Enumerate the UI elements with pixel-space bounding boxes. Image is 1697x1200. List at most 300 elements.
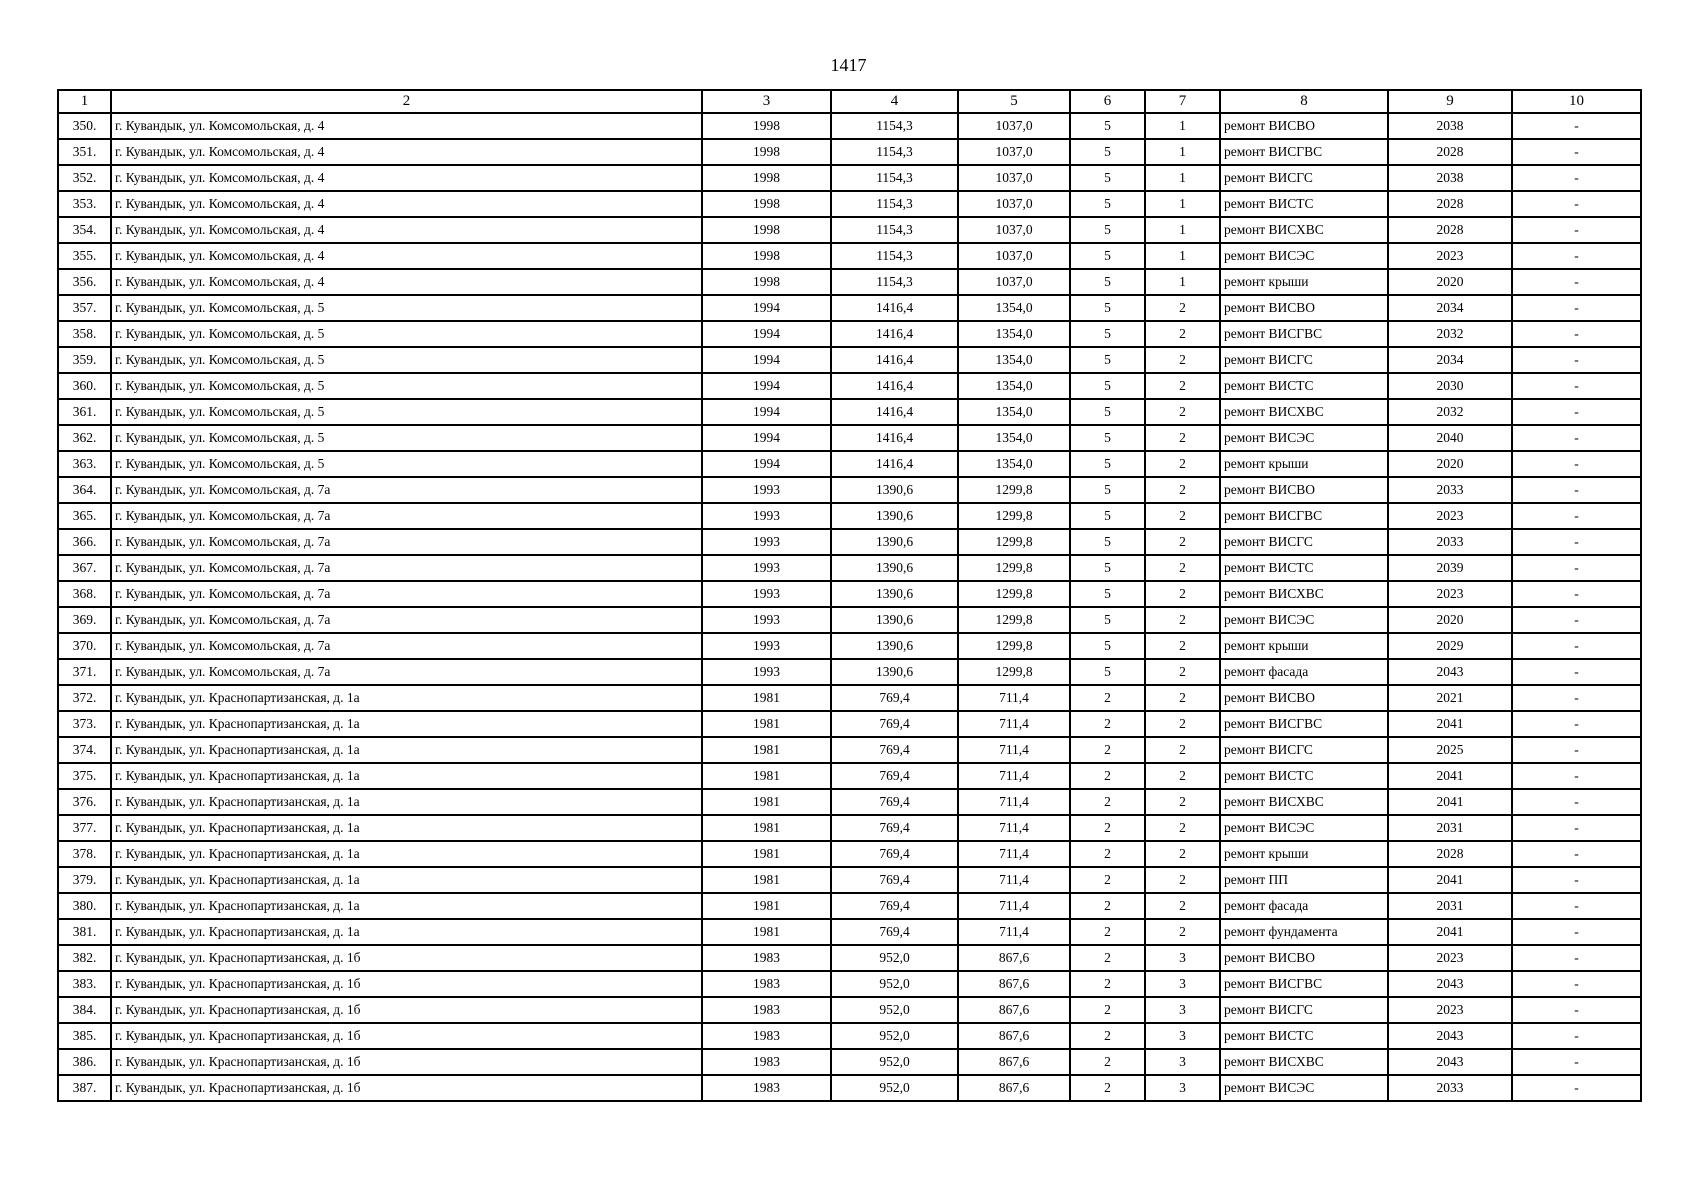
note-cell: - bbox=[1512, 139, 1641, 165]
planned-year-cell: 2041 bbox=[1388, 789, 1512, 815]
planned-year-cell: 2020 bbox=[1388, 269, 1512, 295]
entrances-cell: 2 bbox=[1145, 633, 1220, 659]
note-cell: - bbox=[1512, 711, 1641, 737]
table-row bbox=[58, 971, 1641, 997]
table-row bbox=[58, 893, 1641, 919]
residential-area-cell: 1354,0 bbox=[958, 295, 1070, 321]
row-number-cell: 366. bbox=[58, 529, 111, 555]
note-cell: - bbox=[1512, 893, 1641, 919]
entrances-cell: 2 bbox=[1145, 893, 1220, 919]
year-built-cell: 1983 bbox=[702, 997, 831, 1023]
note-cell: - bbox=[1512, 1049, 1641, 1075]
table-row bbox=[58, 503, 1641, 529]
column-header: 9 bbox=[1388, 90, 1512, 113]
table-row bbox=[58, 581, 1641, 607]
total-area-cell: 769,4 bbox=[831, 919, 958, 945]
floors-cell: 2 bbox=[1070, 893, 1145, 919]
total-area-cell: 952,0 bbox=[831, 945, 958, 971]
row-number-cell: 385. bbox=[58, 1023, 111, 1049]
year-built-cell: 1993 bbox=[702, 607, 831, 633]
repair-type-cell: ремонт ВИСВО bbox=[1220, 113, 1388, 139]
row-number-cell: 354. bbox=[58, 217, 111, 243]
address-cell: г. Кувандык, ул. Краснопартизанская, д. 1а bbox=[111, 893, 702, 919]
total-area-cell: 1390,6 bbox=[831, 659, 958, 685]
residential-area-cell: 1354,0 bbox=[958, 451, 1070, 477]
row-number-cell: 362. bbox=[58, 425, 111, 451]
year-built-cell: 1983 bbox=[702, 945, 831, 971]
entrances-cell: 2 bbox=[1145, 685, 1220, 711]
residential-area-cell: 1037,0 bbox=[958, 269, 1070, 295]
entrances-cell: 1 bbox=[1145, 165, 1220, 191]
year-built-cell: 1993 bbox=[702, 581, 831, 607]
row-number-cell: 361. bbox=[58, 399, 111, 425]
floors-cell: 2 bbox=[1070, 815, 1145, 841]
row-number-cell: 368. bbox=[58, 581, 111, 607]
total-area-cell: 769,4 bbox=[831, 867, 958, 893]
total-area-cell: 1390,6 bbox=[831, 555, 958, 581]
repair-type-cell: ремонт ВИСГС bbox=[1220, 165, 1388, 191]
planned-year-cell: 2039 bbox=[1388, 555, 1512, 581]
entrances-cell: 2 bbox=[1145, 347, 1220, 373]
residential-area-cell: 867,6 bbox=[958, 1023, 1070, 1049]
address-cell: г. Кувандык, ул. Краснопартизанская, д. 1а bbox=[111, 919, 702, 945]
residential-area-cell: 1299,8 bbox=[958, 503, 1070, 529]
row-number-cell: 367. bbox=[58, 555, 111, 581]
address-cell: г. Кувандык, ул. Комсомольская, д. 7а bbox=[111, 607, 702, 633]
row-number-cell: 373. bbox=[58, 711, 111, 737]
note-cell: - bbox=[1512, 789, 1641, 815]
year-built-cell: 1994 bbox=[702, 321, 831, 347]
planned-year-cell: 2031 bbox=[1388, 893, 1512, 919]
repair-type-cell: ремонт ВИСВО bbox=[1220, 945, 1388, 971]
total-area-cell: 1416,4 bbox=[831, 295, 958, 321]
planned-year-cell: 2030 bbox=[1388, 373, 1512, 399]
table-row bbox=[58, 945, 1641, 971]
residential-area-cell: 867,6 bbox=[958, 997, 1070, 1023]
row-number-cell: 371. bbox=[58, 659, 111, 685]
table-row bbox=[58, 919, 1641, 945]
year-built-cell: 1994 bbox=[702, 425, 831, 451]
header-row bbox=[58, 90, 1641, 113]
year-built-cell: 1981 bbox=[702, 893, 831, 919]
entrances-cell: 2 bbox=[1145, 919, 1220, 945]
floors-cell: 2 bbox=[1070, 737, 1145, 763]
year-built-cell: 1981 bbox=[702, 789, 831, 815]
year-built-cell: 1998 bbox=[702, 217, 831, 243]
column-header: 5 bbox=[958, 90, 1070, 113]
address-cell: г. Кувандык, ул. Краснопартизанская, д. 1а bbox=[111, 711, 702, 737]
table-row bbox=[58, 841, 1641, 867]
total-area-cell: 1154,3 bbox=[831, 217, 958, 243]
residential-area-cell: 711,4 bbox=[958, 789, 1070, 815]
floors-cell: 2 bbox=[1070, 997, 1145, 1023]
repair-type-cell: ремонт фасада bbox=[1220, 659, 1388, 685]
address-cell: г. Кувандык, ул. Краснопартизанская, д. 1б bbox=[111, 1023, 702, 1049]
planned-year-cell: 2028 bbox=[1388, 841, 1512, 867]
table-row bbox=[58, 659, 1641, 685]
repair-type-cell: ремонт фасада bbox=[1220, 893, 1388, 919]
repair-type-cell: ремонт ВИСХВС bbox=[1220, 789, 1388, 815]
floors-cell: 5 bbox=[1070, 607, 1145, 633]
year-built-cell: 1993 bbox=[702, 503, 831, 529]
note-cell: - bbox=[1512, 841, 1641, 867]
note-cell: - bbox=[1512, 763, 1641, 789]
floors-cell: 5 bbox=[1070, 269, 1145, 295]
note-cell: - bbox=[1512, 1023, 1641, 1049]
residential-area-cell: 1299,8 bbox=[958, 477, 1070, 503]
entrances-cell: 2 bbox=[1145, 841, 1220, 867]
repair-type-cell: ремонт ВИСГС bbox=[1220, 529, 1388, 555]
planned-year-cell: 2043 bbox=[1388, 971, 1512, 997]
year-built-cell: 1983 bbox=[702, 1023, 831, 1049]
column-header: 10 bbox=[1512, 90, 1641, 113]
repair-type-cell: ремонт ВИСВО bbox=[1220, 477, 1388, 503]
residential-area-cell: 867,6 bbox=[958, 1075, 1070, 1101]
planned-year-cell: 2029 bbox=[1388, 633, 1512, 659]
note-cell: - bbox=[1512, 633, 1641, 659]
residential-area-cell: 711,4 bbox=[958, 841, 1070, 867]
residential-area-cell: 1037,0 bbox=[958, 113, 1070, 139]
floors-cell: 5 bbox=[1070, 243, 1145, 269]
table-row bbox=[58, 321, 1641, 347]
row-number-cell: 357. bbox=[58, 295, 111, 321]
residential-area-cell: 1354,0 bbox=[958, 399, 1070, 425]
entrances-cell: 2 bbox=[1145, 659, 1220, 685]
table-row bbox=[58, 165, 1641, 191]
floors-cell: 5 bbox=[1070, 425, 1145, 451]
floors-cell: 5 bbox=[1070, 217, 1145, 243]
entrances-cell: 1 bbox=[1145, 139, 1220, 165]
residential-area-cell: 1037,0 bbox=[958, 139, 1070, 165]
note-cell: - bbox=[1512, 815, 1641, 841]
note-cell: - bbox=[1512, 295, 1641, 321]
row-number-cell: 377. bbox=[58, 815, 111, 841]
entrances-cell: 2 bbox=[1145, 477, 1220, 503]
year-built-cell: 1993 bbox=[702, 633, 831, 659]
table-row bbox=[58, 555, 1641, 581]
year-built-cell: 1998 bbox=[702, 191, 831, 217]
planned-year-cell: 2033 bbox=[1388, 1075, 1512, 1101]
floors-cell: 2 bbox=[1070, 763, 1145, 789]
repair-type-cell: ремонт ВИСЭС bbox=[1220, 1075, 1388, 1101]
column-header: 3 bbox=[702, 90, 831, 113]
note-cell: - bbox=[1512, 269, 1641, 295]
entrances-cell: 3 bbox=[1145, 997, 1220, 1023]
floors-cell: 5 bbox=[1070, 295, 1145, 321]
table-row bbox=[58, 217, 1641, 243]
floors-cell: 5 bbox=[1070, 581, 1145, 607]
note-cell: - bbox=[1512, 737, 1641, 763]
planned-year-cell: 2034 bbox=[1388, 347, 1512, 373]
address-cell: г. Кувандык, ул. Комсомольская, д. 4 bbox=[111, 243, 702, 269]
floors-cell: 2 bbox=[1070, 841, 1145, 867]
floors-cell: 2 bbox=[1070, 919, 1145, 945]
total-area-cell: 769,4 bbox=[831, 711, 958, 737]
repair-type-cell: ремонт ВИСГВС bbox=[1220, 503, 1388, 529]
residential-area-cell: 1037,0 bbox=[958, 191, 1070, 217]
total-area-cell: 1390,6 bbox=[831, 607, 958, 633]
row-number-cell: 378. bbox=[58, 841, 111, 867]
total-area-cell: 1416,4 bbox=[831, 399, 958, 425]
table-row bbox=[58, 997, 1641, 1023]
note-cell: - bbox=[1512, 503, 1641, 529]
floors-cell: 5 bbox=[1070, 503, 1145, 529]
year-built-cell: 1983 bbox=[702, 971, 831, 997]
repair-type-cell: ремонт ВИСХВС bbox=[1220, 1049, 1388, 1075]
floors-cell: 2 bbox=[1070, 867, 1145, 893]
repair-type-cell: ремонт ВИСХВС bbox=[1220, 581, 1388, 607]
residential-area-cell: 1354,0 bbox=[958, 425, 1070, 451]
row-number-cell: 353. bbox=[58, 191, 111, 217]
address-cell: г. Кувандык, ул. Комсомольская, д. 7а bbox=[111, 581, 702, 607]
address-cell: г. Кувандык, ул. Краснопартизанская, д. 1а bbox=[111, 789, 702, 815]
total-area-cell: 769,4 bbox=[831, 893, 958, 919]
note-cell: - bbox=[1512, 945, 1641, 971]
floors-cell: 5 bbox=[1070, 373, 1145, 399]
floors-cell: 5 bbox=[1070, 165, 1145, 191]
note-cell: - bbox=[1512, 581, 1641, 607]
column-header: 7 bbox=[1145, 90, 1220, 113]
address-cell: г. Кувандык, ул. Комсомольская, д. 7а bbox=[111, 659, 702, 685]
table-row bbox=[58, 1023, 1641, 1049]
repair-type-cell: ремонт крыши bbox=[1220, 269, 1388, 295]
entrances-cell: 2 bbox=[1145, 581, 1220, 607]
planned-year-cell: 2038 bbox=[1388, 113, 1512, 139]
table-row bbox=[58, 633, 1641, 659]
planned-year-cell: 2028 bbox=[1388, 139, 1512, 165]
note-cell: - bbox=[1512, 477, 1641, 503]
total-area-cell: 952,0 bbox=[831, 1023, 958, 1049]
planned-year-cell: 2031 bbox=[1388, 815, 1512, 841]
year-built-cell: 1981 bbox=[702, 737, 831, 763]
table-row bbox=[58, 373, 1641, 399]
total-area-cell: 1154,3 bbox=[831, 165, 958, 191]
repair-type-cell: ремонт ВИСВО bbox=[1220, 295, 1388, 321]
table-row bbox=[58, 295, 1641, 321]
table-row bbox=[58, 711, 1641, 737]
total-area-cell: 952,0 bbox=[831, 971, 958, 997]
address-cell: г. Кувандык, ул. Краснопартизанская, д. 1б bbox=[111, 997, 702, 1023]
note-cell: - bbox=[1512, 425, 1641, 451]
planned-year-cell: 2023 bbox=[1388, 945, 1512, 971]
entrances-cell: 2 bbox=[1145, 451, 1220, 477]
table-row bbox=[58, 243, 1641, 269]
residential-area-cell: 867,6 bbox=[958, 971, 1070, 997]
floors-cell: 2 bbox=[1070, 685, 1145, 711]
table-row bbox=[58, 763, 1641, 789]
total-area-cell: 769,4 bbox=[831, 841, 958, 867]
total-area-cell: 1416,4 bbox=[831, 347, 958, 373]
planned-year-cell: 2043 bbox=[1388, 659, 1512, 685]
row-number-cell: 376. bbox=[58, 789, 111, 815]
entrances-cell: 2 bbox=[1145, 607, 1220, 633]
planned-year-cell: 2033 bbox=[1388, 477, 1512, 503]
table-row bbox=[58, 425, 1641, 451]
planned-year-cell: 2028 bbox=[1388, 217, 1512, 243]
year-built-cell: 1998 bbox=[702, 243, 831, 269]
repair-type-cell: ремонт крыши bbox=[1220, 633, 1388, 659]
total-area-cell: 952,0 bbox=[831, 1049, 958, 1075]
floors-cell: 2 bbox=[1070, 1023, 1145, 1049]
floors-cell: 5 bbox=[1070, 399, 1145, 425]
floors-cell: 5 bbox=[1070, 659, 1145, 685]
repair-type-cell: ремонт крыши bbox=[1220, 841, 1388, 867]
address-cell: г. Кувандык, ул. Краснопартизанская, д. 1а bbox=[111, 737, 702, 763]
year-built-cell: 1994 bbox=[702, 347, 831, 373]
residential-area-cell: 711,4 bbox=[958, 919, 1070, 945]
entrances-cell: 2 bbox=[1145, 711, 1220, 737]
row-number-cell: 380. bbox=[58, 893, 111, 919]
planned-year-cell: 2023 bbox=[1388, 997, 1512, 1023]
planned-year-cell: 2025 bbox=[1388, 737, 1512, 763]
floors-cell: 5 bbox=[1070, 347, 1145, 373]
residential-area-cell: 1354,0 bbox=[958, 373, 1070, 399]
table-row bbox=[58, 1075, 1641, 1101]
repair-type-cell: ремонт ВИСХВС bbox=[1220, 399, 1388, 425]
year-built-cell: 1993 bbox=[702, 659, 831, 685]
residential-area-cell: 1299,8 bbox=[958, 659, 1070, 685]
year-built-cell: 1998 bbox=[702, 113, 831, 139]
row-number-cell: 384. bbox=[58, 997, 111, 1023]
planned-year-cell: 2032 bbox=[1388, 399, 1512, 425]
year-built-cell: 1981 bbox=[702, 841, 831, 867]
planned-year-cell: 2034 bbox=[1388, 295, 1512, 321]
address-cell: г. Кувандык, ул. Краснопартизанская, д. 1а bbox=[111, 685, 702, 711]
floors-cell: 5 bbox=[1070, 529, 1145, 555]
year-built-cell: 1998 bbox=[702, 269, 831, 295]
residential-area-cell: 1299,8 bbox=[958, 555, 1070, 581]
year-built-cell: 1993 bbox=[702, 555, 831, 581]
row-number-cell: 358. bbox=[58, 321, 111, 347]
table-row bbox=[58, 815, 1641, 841]
planned-year-cell: 2032 bbox=[1388, 321, 1512, 347]
planned-year-cell: 2038 bbox=[1388, 165, 1512, 191]
table-row bbox=[58, 737, 1641, 763]
note-cell: - bbox=[1512, 867, 1641, 893]
year-built-cell: 1994 bbox=[702, 373, 831, 399]
residential-area-cell: 1299,8 bbox=[958, 607, 1070, 633]
repair-type-cell: ремонт ВИСТС bbox=[1220, 763, 1388, 789]
address-cell: г. Кувандык, ул. Комсомольская, д. 5 bbox=[111, 399, 702, 425]
note-cell: - bbox=[1512, 919, 1641, 945]
total-area-cell: 1390,6 bbox=[831, 633, 958, 659]
total-area-cell: 1416,4 bbox=[831, 373, 958, 399]
entrances-cell: 2 bbox=[1145, 425, 1220, 451]
row-number-cell: 364. bbox=[58, 477, 111, 503]
residential-area-cell: 867,6 bbox=[958, 1049, 1070, 1075]
entrances-cell: 1 bbox=[1145, 113, 1220, 139]
residential-area-cell: 711,4 bbox=[958, 685, 1070, 711]
column-header: 1 bbox=[58, 90, 111, 113]
repair-type-cell: ремонт ПП bbox=[1220, 867, 1388, 893]
year-built-cell: 1981 bbox=[702, 763, 831, 789]
total-area-cell: 1416,4 bbox=[831, 321, 958, 347]
entrances-cell: 2 bbox=[1145, 867, 1220, 893]
repair-schedule-table bbox=[57, 89, 1642, 1102]
address-cell: г. Кувандык, ул. Краснопартизанская, д. 1б bbox=[111, 1075, 702, 1101]
total-area-cell: 952,0 bbox=[831, 1075, 958, 1101]
address-cell: г. Кувандык, ул. Комсомольская, д. 5 bbox=[111, 451, 702, 477]
residential-area-cell: 1037,0 bbox=[958, 217, 1070, 243]
address-cell: г. Кувандык, ул. Комсомольская, д. 5 bbox=[111, 321, 702, 347]
note-cell: - bbox=[1512, 113, 1641, 139]
note-cell: - bbox=[1512, 191, 1641, 217]
residential-area-cell: 711,4 bbox=[958, 815, 1070, 841]
row-number-cell: 355. bbox=[58, 243, 111, 269]
total-area-cell: 1154,3 bbox=[831, 191, 958, 217]
entrances-cell: 3 bbox=[1145, 971, 1220, 997]
floors-cell: 2 bbox=[1070, 945, 1145, 971]
floors-cell: 2 bbox=[1070, 711, 1145, 737]
residential-area-cell: 711,4 bbox=[958, 893, 1070, 919]
entrances-cell: 1 bbox=[1145, 217, 1220, 243]
entrances-cell: 2 bbox=[1145, 763, 1220, 789]
note-cell: - bbox=[1512, 1075, 1641, 1101]
planned-year-cell: 2043 bbox=[1388, 1049, 1512, 1075]
repair-type-cell: ремонт ВИСЭС bbox=[1220, 815, 1388, 841]
note-cell: - bbox=[1512, 659, 1641, 685]
note-cell: - bbox=[1512, 399, 1641, 425]
table-row bbox=[58, 139, 1641, 165]
planned-year-cell: 2041 bbox=[1388, 919, 1512, 945]
planned-year-cell: 2040 bbox=[1388, 425, 1512, 451]
repair-type-cell: ремонт ВИСГС bbox=[1220, 737, 1388, 763]
table-row bbox=[58, 191, 1641, 217]
floors-cell: 2 bbox=[1070, 1075, 1145, 1101]
residential-area-cell: 711,4 bbox=[958, 763, 1070, 789]
repair-type-cell: ремонт ВИСЭС bbox=[1220, 243, 1388, 269]
row-number-cell: 379. bbox=[58, 867, 111, 893]
repair-type-cell: ремонт фундамента bbox=[1220, 919, 1388, 945]
total-area-cell: 1390,6 bbox=[831, 581, 958, 607]
entrances-cell: 2 bbox=[1145, 529, 1220, 555]
address-cell: г. Кувандык, ул. Краснопартизанская, д. 1а bbox=[111, 763, 702, 789]
entrances-cell: 3 bbox=[1145, 1023, 1220, 1049]
repair-type-cell: ремонт ВИСТС bbox=[1220, 191, 1388, 217]
row-number-cell: 351. bbox=[58, 139, 111, 165]
repair-type-cell: ремонт ВИСВО bbox=[1220, 685, 1388, 711]
year-built-cell: 1994 bbox=[702, 399, 831, 425]
floors-cell: 5 bbox=[1070, 451, 1145, 477]
year-built-cell: 1981 bbox=[702, 867, 831, 893]
note-cell: - bbox=[1512, 451, 1641, 477]
floors-cell: 5 bbox=[1070, 139, 1145, 165]
table-row bbox=[58, 867, 1641, 893]
entrances-cell: 3 bbox=[1145, 1049, 1220, 1075]
address-cell: г. Кувандык, ул. Комсомольская, д. 7а bbox=[111, 503, 702, 529]
total-area-cell: 1154,3 bbox=[831, 113, 958, 139]
year-built-cell: 1983 bbox=[702, 1049, 831, 1075]
row-number-cell: 372. bbox=[58, 685, 111, 711]
table-row bbox=[58, 477, 1641, 503]
entrances-cell: 2 bbox=[1145, 815, 1220, 841]
table-row bbox=[58, 451, 1641, 477]
total-area-cell: 1416,4 bbox=[831, 425, 958, 451]
address-cell: г. Кувандык, ул. Комсомольская, д. 4 bbox=[111, 139, 702, 165]
floors-cell: 2 bbox=[1070, 789, 1145, 815]
residential-area-cell: 867,6 bbox=[958, 945, 1070, 971]
year-built-cell: 1981 bbox=[702, 685, 831, 711]
floors-cell: 5 bbox=[1070, 555, 1145, 581]
total-area-cell: 1390,6 bbox=[831, 477, 958, 503]
year-built-cell: 1998 bbox=[702, 165, 831, 191]
table-row bbox=[58, 529, 1641, 555]
total-area-cell: 1390,6 bbox=[831, 503, 958, 529]
table-row bbox=[58, 347, 1641, 373]
row-number-cell: 356. bbox=[58, 269, 111, 295]
repair-type-cell: ремонт ВИСТС bbox=[1220, 1023, 1388, 1049]
repair-type-cell: ремонт ВИСХВС bbox=[1220, 217, 1388, 243]
